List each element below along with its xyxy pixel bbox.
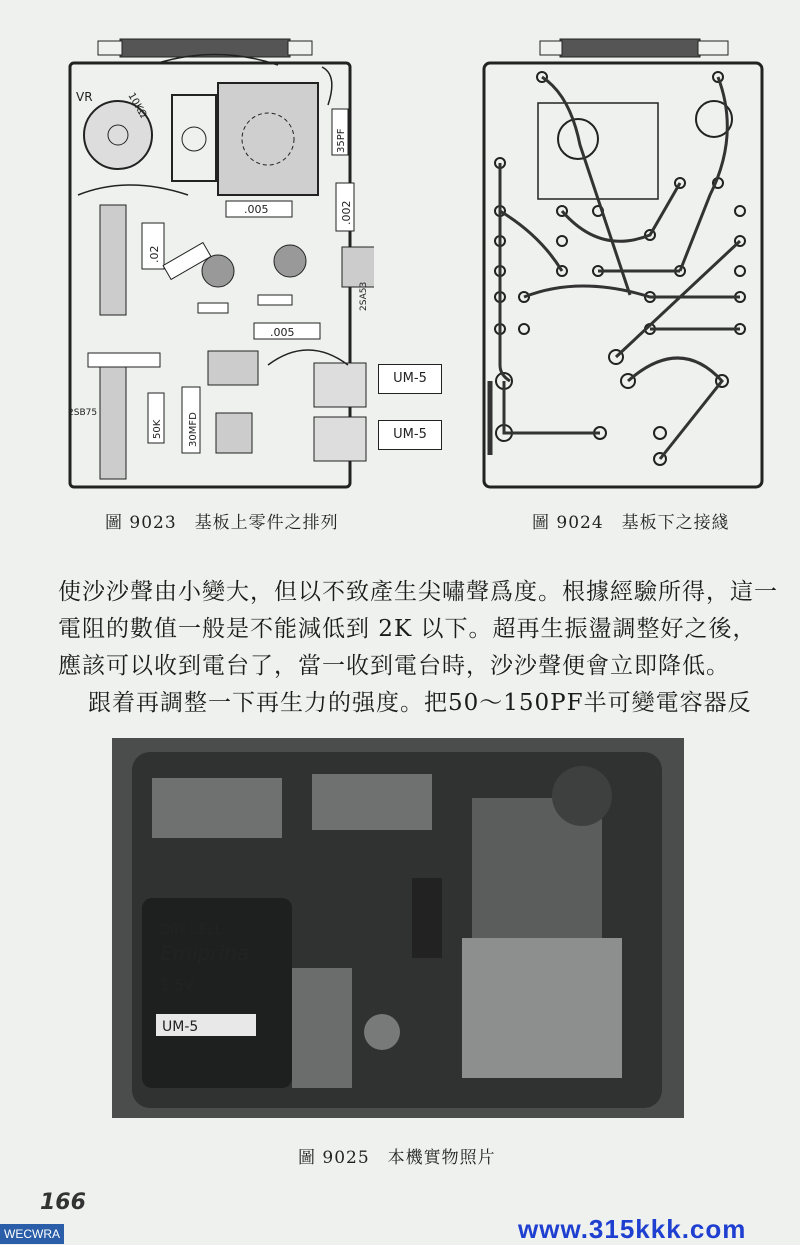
watermark-left: WECWRA — [0, 1224, 64, 1244]
label-10k: 10KΩ — [125, 91, 149, 120]
figure-9023-drawing — [68, 35, 374, 491]
figure-9025-caption: 圖 9025 本機實物照片 — [298, 1148, 496, 1168]
label-35pf: 35PF — [336, 128, 347, 153]
photo-label-script: Emiprina — [160, 941, 250, 965]
figure-9024-wiring-diagram — [480, 35, 766, 491]
body-text-line-4: 跟着再調整一下再生力的强度。把50～150PF半可變電容器反 — [88, 690, 752, 716]
body-text-line-3: 應該可以收到電台了，當一收到電台時，沙沙聲便會立即降低。 — [58, 653, 730, 679]
figure-9023-component-layout — [68, 35, 374, 491]
label-02: .02 — [148, 245, 161, 263]
photo-label-brand: DRY CELL — [160, 923, 223, 938]
figure-9023-caption: 圖 9023 基板上零件之排列 — [105, 513, 339, 533]
label-002: .002 — [340, 200, 353, 225]
body-text-line-2: 電阻的數值一般是不能減低到 2K 以下。超再生振盪調整好之後， — [58, 616, 757, 642]
label-005-lower: .005 — [270, 326, 295, 339]
label-005-top: .005 — [244, 203, 269, 216]
page-number: 166 — [40, 1190, 86, 1215]
figure-9024-drawing — [480, 35, 766, 491]
radio-interior-photo — [112, 738, 684, 1118]
body-text-line-1: 使沙沙聲由小變大，但以不致產生尖嘯聲爲度。根據經驗所得，這一 — [58, 579, 778, 605]
label-2sa53: 2SA53 — [359, 281, 369, 311]
photo-label-model: UM-5 — [162, 1019, 199, 1035]
label-2sb75: 2SB75 — [68, 408, 98, 418]
label-50k: 50K — [152, 419, 163, 439]
battery-label-1: UM-5 — [378, 364, 442, 394]
photo-label-voltage: 1.5V — [160, 976, 195, 994]
photo-drawing — [112, 738, 684, 1118]
label-30mfd: 30MFD — [188, 412, 199, 447]
battery-label-2: UM-5 — [378, 420, 442, 450]
figure-9024-caption: 圖 9024 基板下之接綫 — [532, 513, 730, 533]
watermark-right: www.315kkk.com — [518, 1214, 747, 1244]
label-vr: VR — [76, 90, 93, 104]
